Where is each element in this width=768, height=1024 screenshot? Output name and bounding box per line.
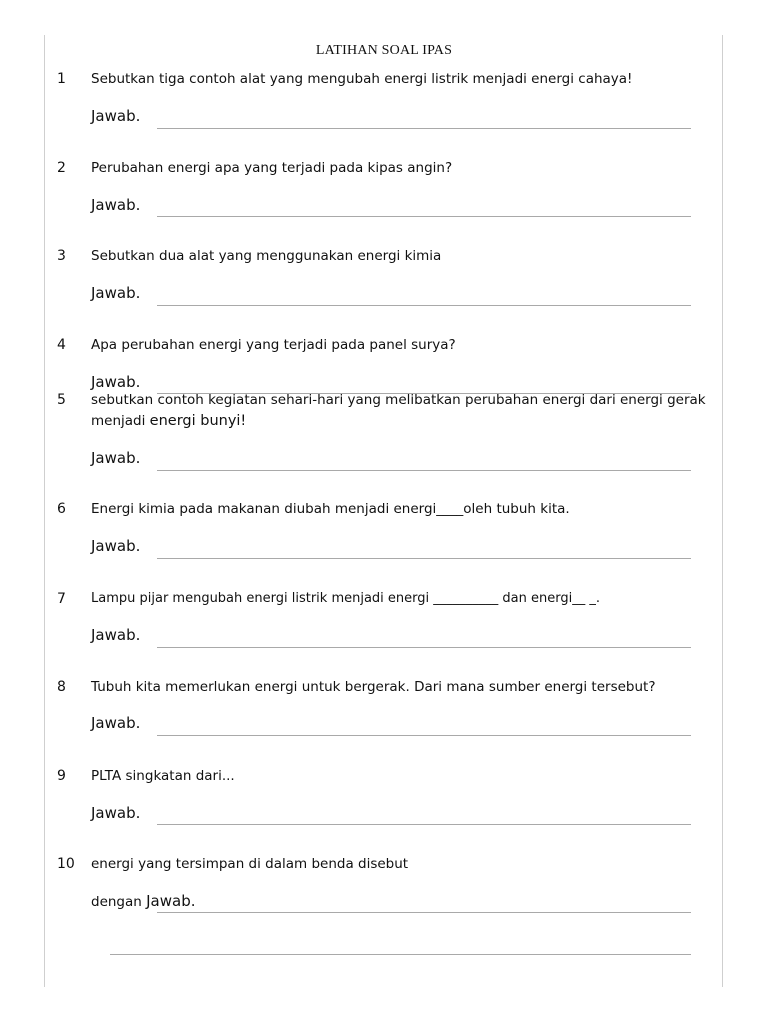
- question-text-line2: [91, 413, 246, 429]
- question-number: 9: [57, 768, 66, 784]
- worksheet-title: LATIHAN SOAL IPAS: [315, 43, 453, 58]
- answer-label: Jawab.: [91, 714, 141, 732]
- question-number: 5: [57, 392, 66, 408]
- answer-label: Jawab.: [91, 373, 141, 391]
- answer-label: Jawab.: [91, 107, 141, 125]
- question-number: 6: [57, 501, 66, 517]
- answer-line[interactable]: [157, 216, 691, 217]
- question-text: Sebutkan tiga contoh alat yang mengubah energi listrik menjadi energi cahaya!: [91, 71, 633, 87]
- answer-label: Jawab.: [146, 892, 196, 910]
- answer-label: Jawab.: [91, 537, 141, 555]
- question-number: 8: [57, 679, 66, 695]
- answer-line[interactable]: [157, 735, 691, 736]
- question-text-line2-end: energi bunyi!: [149, 413, 247, 429]
- answer-line[interactable]: [157, 558, 691, 559]
- answer-label: Jawab.: [91, 449, 141, 467]
- question-text: energi yang tersimpan di dalam benda disebut: [91, 856, 409, 872]
- question-text: Sebutkan dua alat yang menggunakan energi kimia: [91, 248, 442, 264]
- answer-line[interactable]: [157, 912, 691, 913]
- question-text: Energi kimia pada makanan diubah menjadi energi____oleh tubuh kita.: [91, 501, 570, 517]
- answer-line-extra[interactable]: [110, 954, 691, 955]
- answer-line[interactable]: [157, 305, 691, 306]
- question-number: 10: [57, 856, 75, 872]
- answer-line[interactable]: [157, 647, 691, 648]
- question-text: Lampu pijar mengubah energi listrik menjadi energi __________ dan energi__ _.: [91, 591, 600, 606]
- answer-line[interactable]: [157, 470, 691, 471]
- question-number: 2: [57, 160, 66, 176]
- question-number: 3: [57, 248, 66, 264]
- answer-label-with-prefix: [91, 892, 196, 910]
- answer-label: Jawab.: [91, 284, 141, 302]
- answer-label: Jawab.: [91, 196, 141, 214]
- answer-line[interactable]: [157, 824, 691, 825]
- page-border-right: [722, 35, 723, 987]
- question-text-line1: sebutkan contoh kegiatan sehari-hari yang melibatkan perubahan energi dari energi gerak: [91, 392, 706, 408]
- question-text: PLTA singkatan dari...: [91, 768, 235, 784]
- question-number: 1: [57, 71, 66, 87]
- question-text: Apa perubahan energi yang terjadi pada panel surya?: [91, 337, 456, 353]
- question-text: Tubuh kita memerlukan energi untuk bergerak. Dari mana sumber energi tersebut?: [91, 679, 656, 695]
- question-text: Perubahan energi apa yang terjadi pada kipas angin?: [91, 160, 453, 176]
- question-number: 7: [57, 591, 66, 607]
- page-border-left: [44, 35, 45, 987]
- question-text-line2-start: menjadi: [91, 413, 150, 429]
- question-number: 4: [57, 337, 66, 353]
- answer-label: Jawab.: [91, 626, 141, 644]
- answer-prefix: dengan: [91, 894, 147, 910]
- answer-line[interactable]: [157, 128, 691, 129]
- answer-label: Jawab.: [91, 804, 141, 822]
